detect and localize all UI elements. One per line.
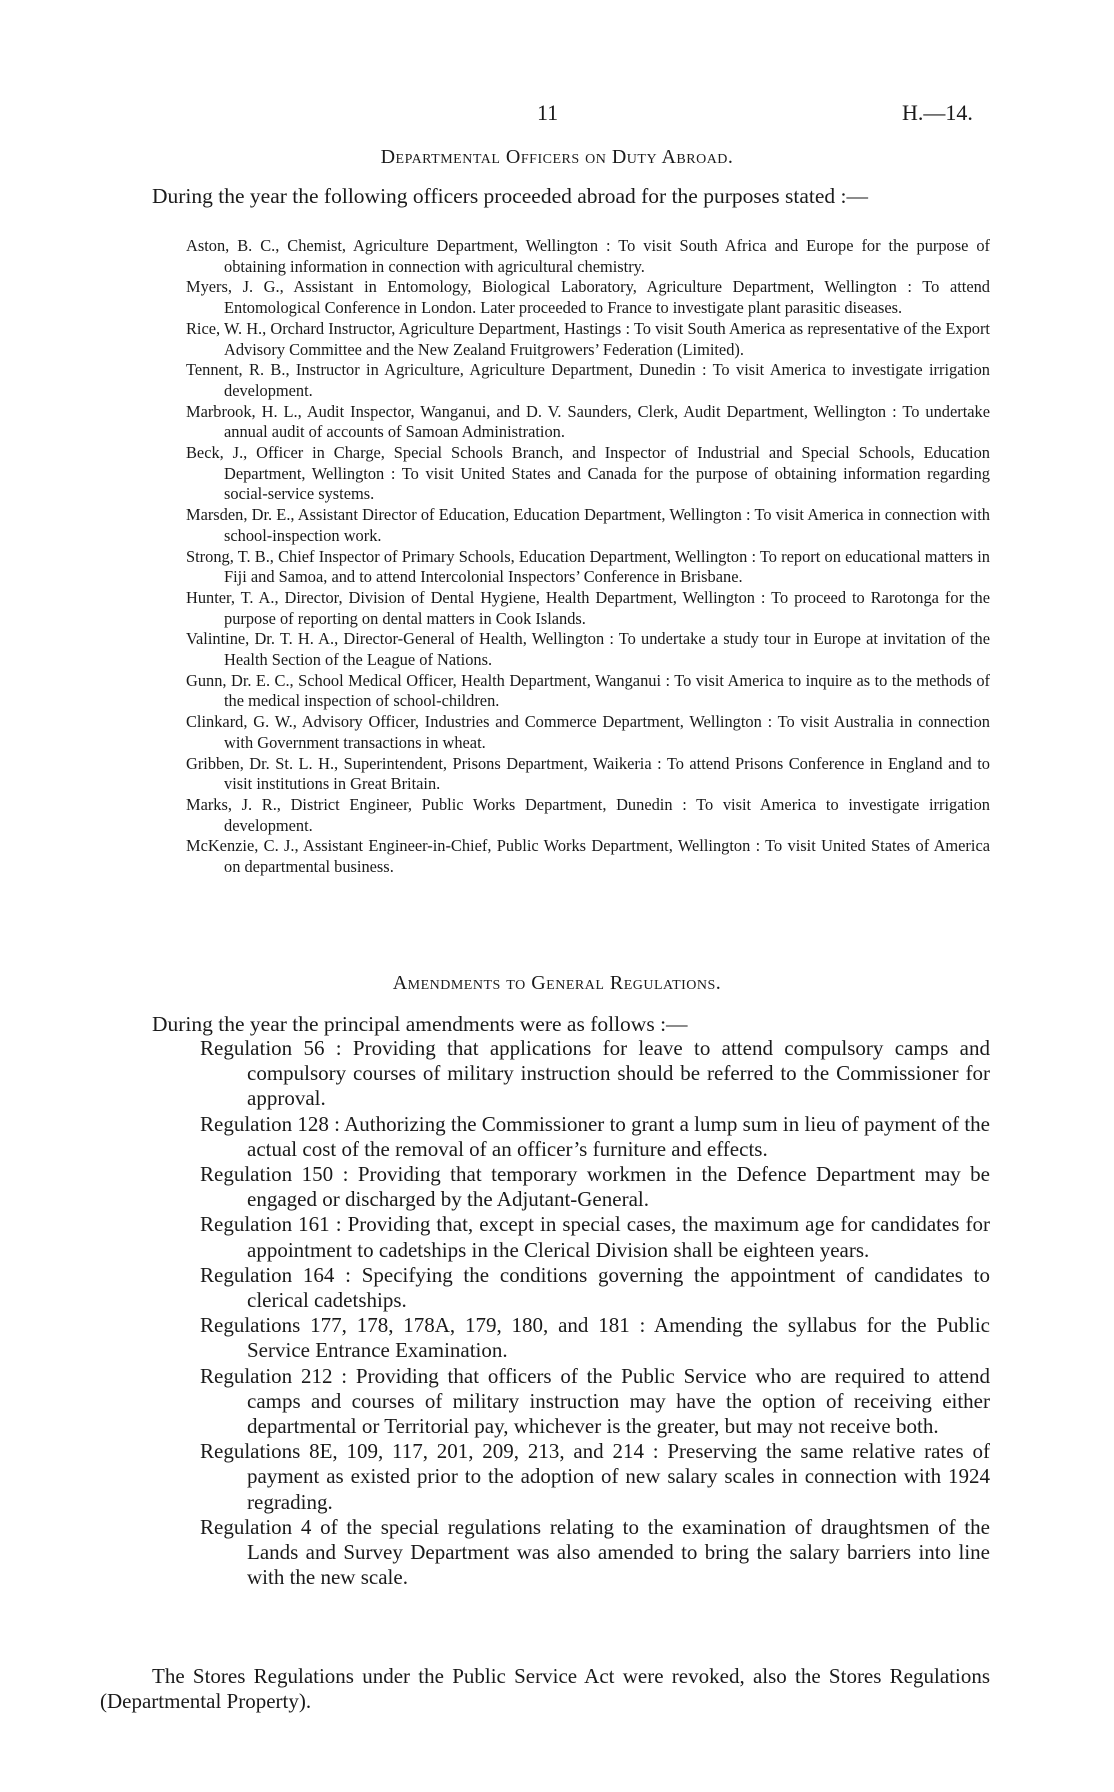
officer-entry: Gunn, Dr. E. C., School Medical Officer, Health Department, Wanganui : To visit America to inquire as to the methods of the medical inspection of school-children. xyxy=(186,670,990,711)
closing-paragraph: The Stores Regulations under the Public Service Act were revoked, also the Stores Regulations (Departmental Property). xyxy=(100,1664,990,1714)
officer-entry: Rice, W. H., Orchard Instructor, Agriculture Department, Hastings : To visit South America as representative of the Export Advisory Committee and the New Zealand Fruitgrowers’ Federation (Limited). xyxy=(186,318,990,359)
officer-entry: Marks, J. R., District Engineer, Public Works Department, Dunedin : To visit America to investigate irrigation development. xyxy=(186,794,990,835)
amendment-entry: Regulation 164 : Specifying the conditions governing the appointment of candidates to clerical cadetships. xyxy=(200,1262,990,1313)
officer-entry: Aston, B. C., Chemist, Agriculture Department, Wellington : To visit South Africa and Europe for the purpose of obtaining information in connection with agricultural chemistry. xyxy=(186,236,990,276)
amendment-entry: Regulation 128 : Authorizing the Commissioner to grant a lump sum in lieu of payment of the actual cost of the removal of an officer’s furniture and effects. xyxy=(200,1111,990,1161)
officer-entry: McKenzie, C. J., Assistant Engineer-in-Chief, Public Works Department, Wellington : To visit United States of America on departmental business. xyxy=(186,836,990,877)
officer-entry: Gribben, Dr. St. L. H., Superintendent, Prisons Department, Waikeria : To attend Prisons Conference in England and to visit institutions in Great Britain. xyxy=(186,753,990,794)
amendment-entry: Regulations 177, 178, 178A, 179, 180, and 181 : Amending the syllabus for the Public Service Entrance Examination. xyxy=(200,1313,990,1363)
amendment-entry: Regulation 161 : Providing that, except in special cases, the maximum age for candidates for appointment to cadetships in the Clerical Division shall be eighteen years. xyxy=(200,1212,990,1262)
amendment-entry: Regulation 212 : Providing that officers of the Public Service who are required to attend camps and courses of military instruction may have the option of receiving either departmental or Territorial pay, whichever is the greater, but may not receive both. xyxy=(200,1363,990,1439)
officer-entry: Valintine, Dr. T. H. A., Director-General of Health, Wellington : To undertake a study tour in Europe at invitation of the Health Section of the League of Nations. xyxy=(186,629,990,670)
officer-entry: Clinkard, G. W., Advisory Officer, Industries and Commerce Department, Wellington : To visit Australia in connection with Government transactions in wheat. xyxy=(186,712,990,752)
officer-entry: Strong, T. B., Chief Inspector of Primary Schools, Education Department, Wellington : To report on educational matters in Fiji and Samoa, and to attend Intercolonial Inspectors’ Conference in Brisbane. xyxy=(186,546,990,587)
amendment-entry: Regulations 8E, 109, 117, 201, 209, 213, and 214 : Preserving the same relative rates of payment as existed prior to the adoption of new salary scales in connection with 1924 regrading. xyxy=(200,1439,990,1514)
amendment-entry: Regulation 150 : Providing that temporary workmen in the Defence Department may be engaged or discharged by the Adjutant-General. xyxy=(200,1162,990,1212)
page-number: 11 xyxy=(537,100,559,125)
officer-entry: Tennent, R. B., Instructor in Agriculture, Agriculture Department, Dunedin : To visit America to investigate irrigation development. xyxy=(186,360,990,400)
document-reference: H.—14. xyxy=(902,100,973,125)
officer-entry: Marsden, Dr. E., Assistant Director of Education, Education Department, Wellington : To visit America in connection with school-inspection work. xyxy=(186,505,990,545)
section-heading-officers-abroad: Departmental Officers on Duty Abroad. xyxy=(380,146,734,168)
page-header xyxy=(0,100,1114,130)
officers-intro-paragraph: During the year the following officers proceeded abroad for the purposes stated :— xyxy=(152,184,869,208)
officer-entry: Myers, J. G., Assistant in Entomology, Biological Laboratory, Agriculture Department, Wellington : To attend Entomological Conference in London. Later proceeded to France to investigate plant parasitic diseases. xyxy=(186,277,990,318)
amendments-intro-paragraph: During the year the principal amendments were as follows :— xyxy=(152,1012,688,1036)
officer-entry: Beck, J., Officer in Charge, Special Schools Branch, and Inspector of Industrial and Special Schools, Education Department, Wellington : To visit United States and Canada for the purpose of obtaining information regarding social-service systems. xyxy=(186,443,990,504)
amendment-entry: Regulation 4 of the special regulations relating to the examination of draughtsmen of the Lands and Survey Department was also amended to bring the salary barriers into line with the new scale. xyxy=(200,1514,990,1590)
officer-entry: Hunter, T. A., Director, Division of Dental Hygiene, Health Department, Wellington : To proceed to Rarotonga for the purpose of reporting on dental matters in Cook Islands. xyxy=(186,587,990,628)
officers-list xyxy=(186,236,990,878)
amendment-entry: Regulation 56 : Providing that applications for leave to attend compulsory camps and compulsory courses of military instruction should be referred to the Commissioner for approval. xyxy=(200,1036,990,1111)
section-heading-amendments: Amendments to General Regulations. xyxy=(392,972,722,994)
amendments-list xyxy=(200,1036,990,1590)
officer-entry: Marbrook, H. L., Audit Inspector, Wanganui, and D. V. Saunders, Clerk, Audit Department, Wellington : To undertake annual audit of accounts of Samoan Administration. xyxy=(186,401,990,442)
